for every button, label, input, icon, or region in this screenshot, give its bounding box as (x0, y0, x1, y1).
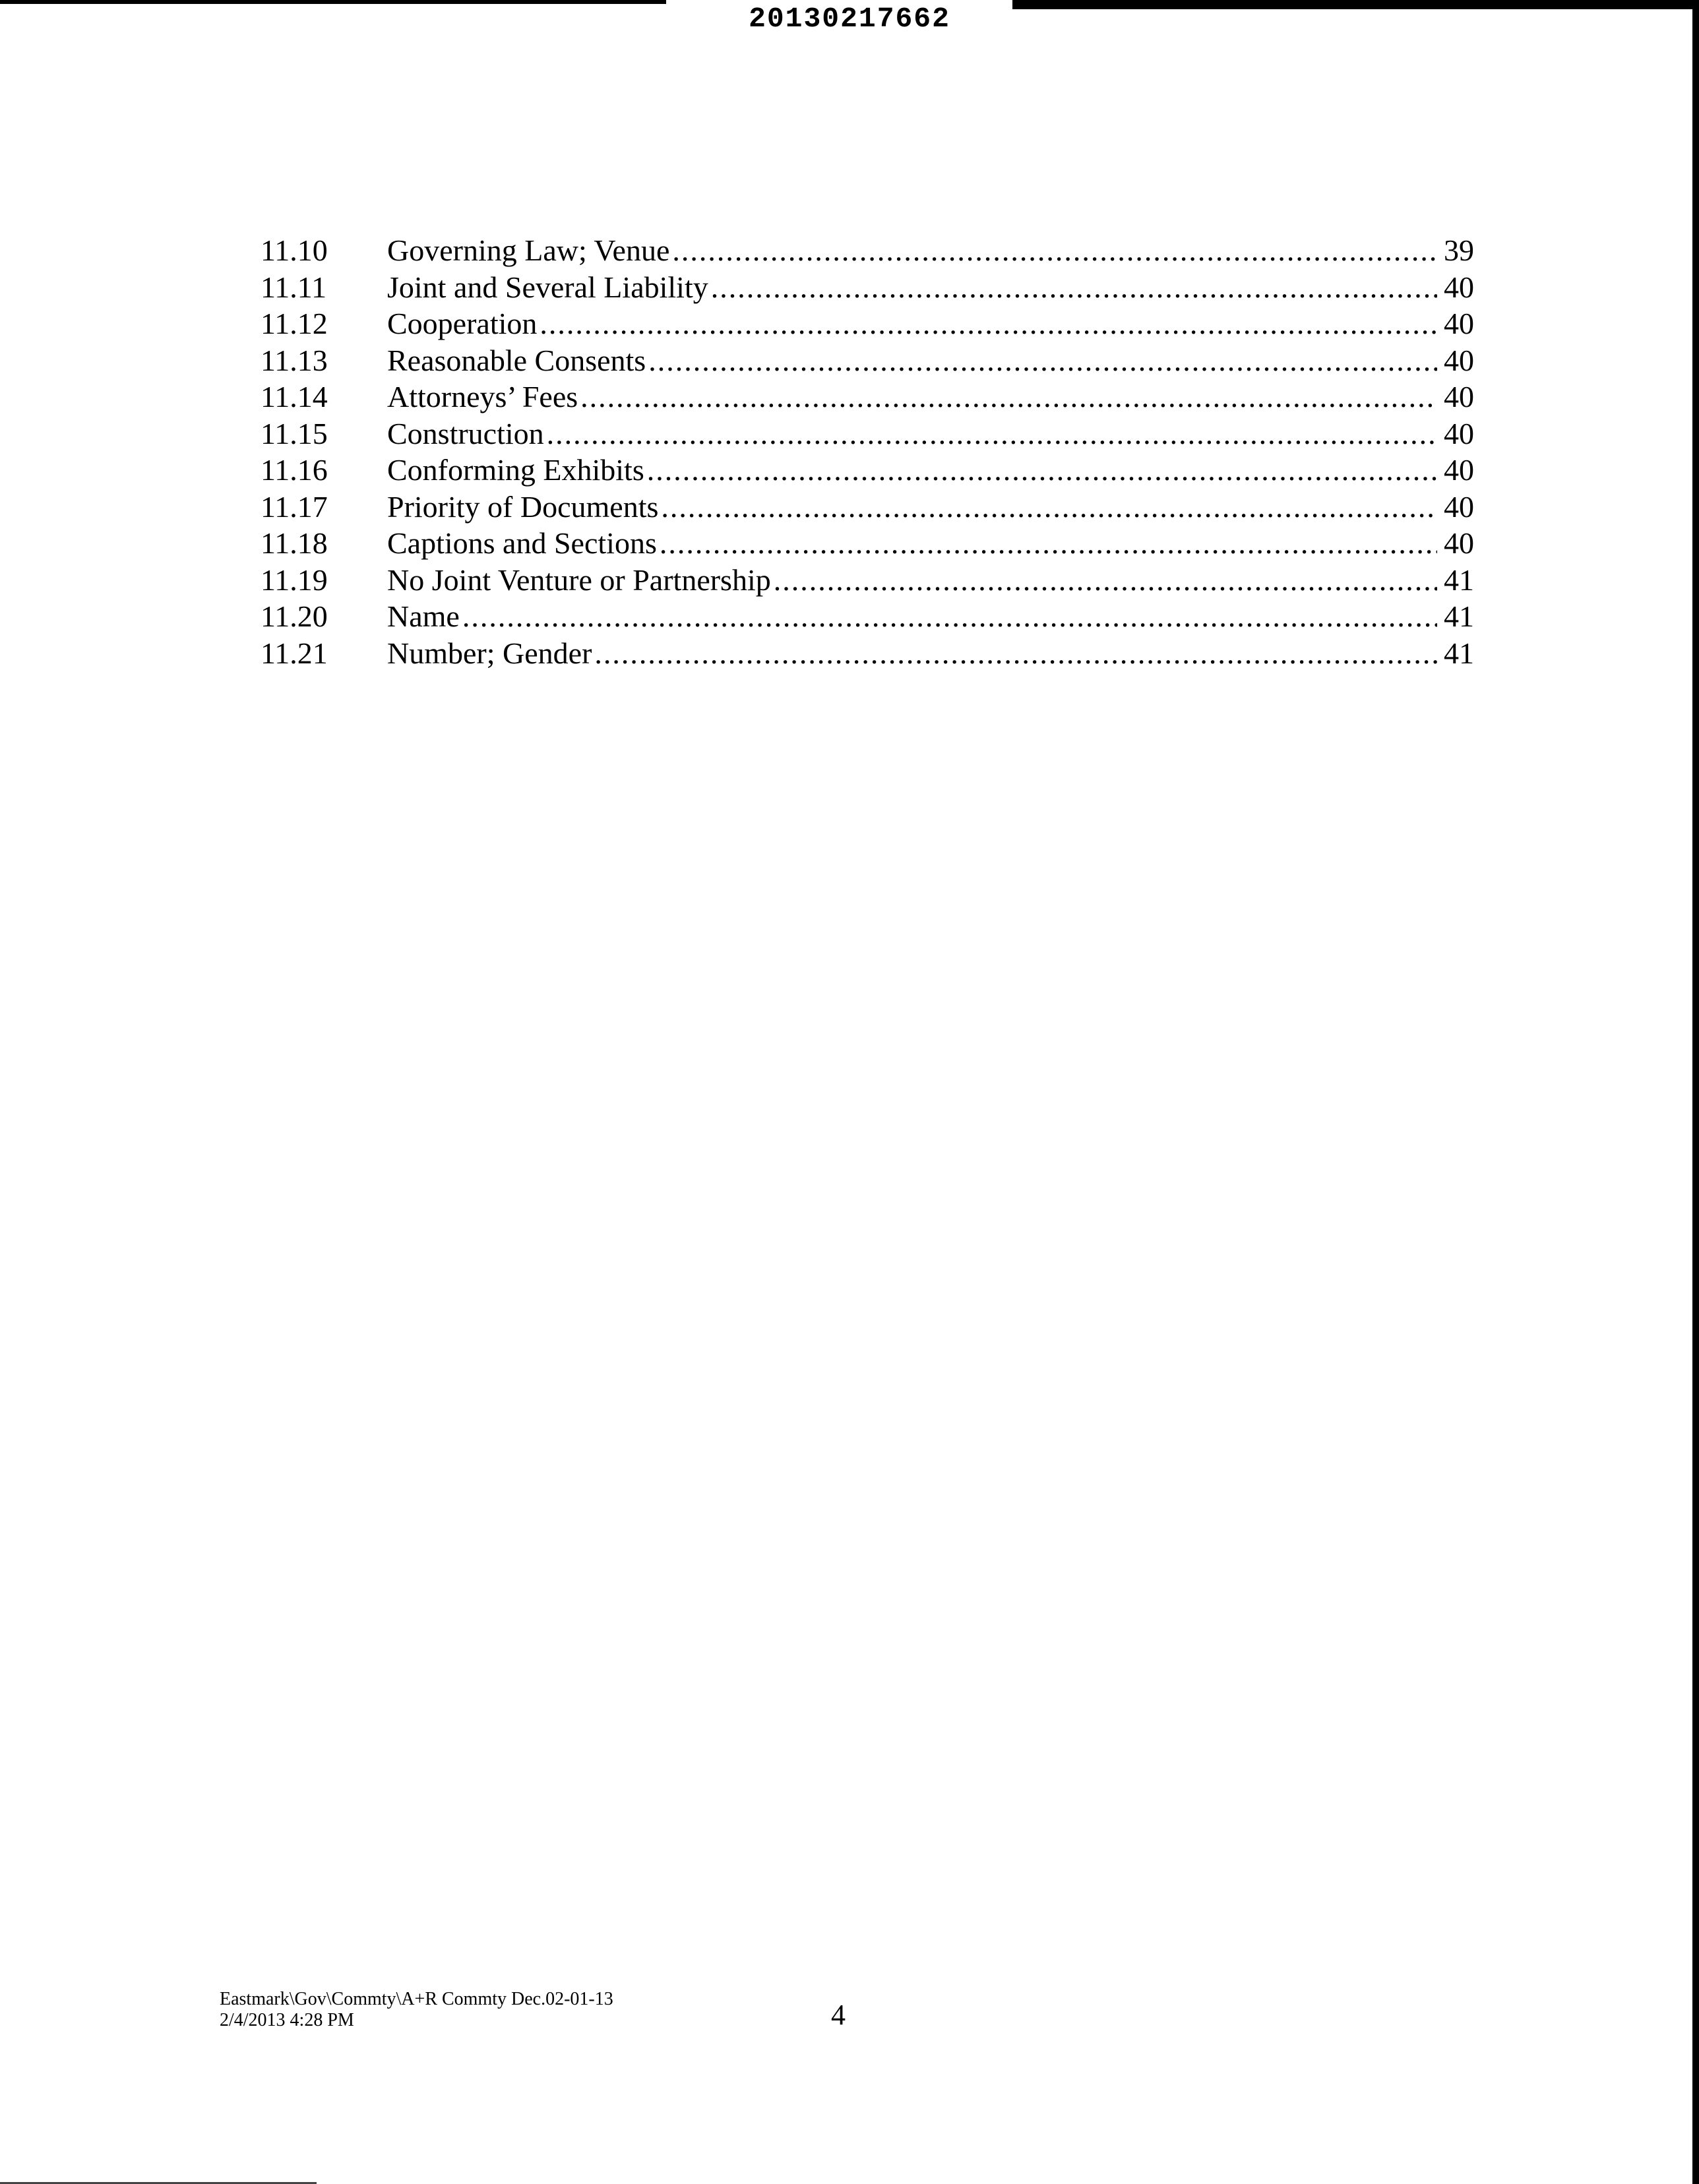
toc-leader-dots (660, 525, 1437, 562)
toc-entry-page: 40 (1444, 489, 1474, 524)
toc-leader-dots (462, 598, 1437, 635)
toc-leader-dots (547, 415, 1437, 452)
toc-entry-number: 11.20 (261, 599, 328, 633)
toc-leader-dots (661, 489, 1437, 526)
toc-entry-title: Captions and Sections (387, 526, 657, 560)
toc-entry (261, 489, 1474, 526)
toc-entry-title: Number; Gender (387, 636, 592, 670)
toc-entry-page: 40 (1444, 307, 1474, 340)
toc-entry-number: 11.19 (261, 562, 328, 597)
toc-leader-dots (647, 452, 1437, 489)
toc-entry-page: 40 (1444, 416, 1474, 450)
toc-entry-number: 11.10 (261, 233, 328, 267)
scan-artifact-right-edge (1692, 0, 1699, 2184)
toc-entry-number: 11.11 (261, 270, 327, 304)
toc-entry-page: 40 (1444, 453, 1474, 487)
document-number: 20130217662 (749, 3, 950, 35)
toc-entry (261, 379, 1474, 415)
toc-entry-number: 11.17 (261, 489, 328, 524)
toc-entry-page: 41 (1444, 636, 1474, 670)
toc-entry-page: 41 (1444, 562, 1474, 597)
toc-entry-number: 11.13 (261, 343, 328, 377)
toc-leader-dots (648, 342, 1437, 379)
table-of-contents (261, 232, 1474, 671)
toc-entry-number: 11.18 (261, 526, 328, 560)
footer-file-info (220, 1989, 613, 2031)
toc-leader-dots (580, 379, 1437, 415)
toc-entry-title: Priority of Documents (387, 489, 659, 524)
toc-entry (261, 598, 1474, 635)
toc-entry-page: 40 (1444, 526, 1474, 560)
toc-entry-number: 11.15 (261, 416, 328, 450)
toc-entry (261, 452, 1474, 489)
toc-entry (261, 562, 1474, 599)
toc-entry-number: 11.12 (261, 307, 328, 340)
toc-entry (261, 232, 1474, 269)
toc-entry-title: Reasonable Consents (387, 343, 646, 377)
toc-entry (261, 269, 1474, 306)
toc-entry-title: No Joint Venture or Partnership (387, 562, 771, 597)
toc-entry-title: Joint and Several Liability (387, 270, 708, 304)
toc-entry-number: 11.14 (261, 380, 328, 413)
toc-entry (261, 415, 1474, 452)
footer-timestamp: 2/4/2013 4:28 PM (220, 2010, 354, 2030)
toc-entry-title: Cooperation (387, 307, 538, 340)
toc-entry (261, 525, 1474, 562)
toc-entry-page: 40 (1444, 270, 1474, 304)
toc-entry-title: Governing Law; Venue (387, 233, 670, 267)
toc-entry-number: 11.16 (261, 453, 328, 487)
toc-leader-dots (540, 305, 1437, 342)
toc-entry (261, 305, 1474, 342)
toc-entry-title: Name (387, 599, 460, 633)
toc-entry-page: 39 (1444, 233, 1474, 267)
toc-entry-page: 41 (1444, 599, 1474, 633)
toc-entry (261, 635, 1474, 672)
toc-leader-dots (594, 635, 1437, 672)
toc-leader-dots (711, 269, 1437, 306)
toc-entry-title: Construction (387, 416, 544, 450)
toc-entry-title: Attorneys’ Fees (387, 380, 578, 413)
footer-file-path: Eastmark\Gov\Commty\A+R Commty Dec.02-01-13 (220, 1989, 613, 2009)
toc-entry (261, 342, 1474, 379)
toc-entry-page: 40 (1444, 343, 1474, 377)
toc-leader-dots (774, 562, 1437, 599)
toc-entry-title: Conforming Exhibits (387, 453, 644, 487)
toc-entry-number: 11.21 (261, 636, 328, 670)
toc-leader-dots (672, 232, 1437, 269)
page-number: 4 (831, 1999, 846, 2031)
toc-entry-page: 40 (1444, 380, 1474, 413)
